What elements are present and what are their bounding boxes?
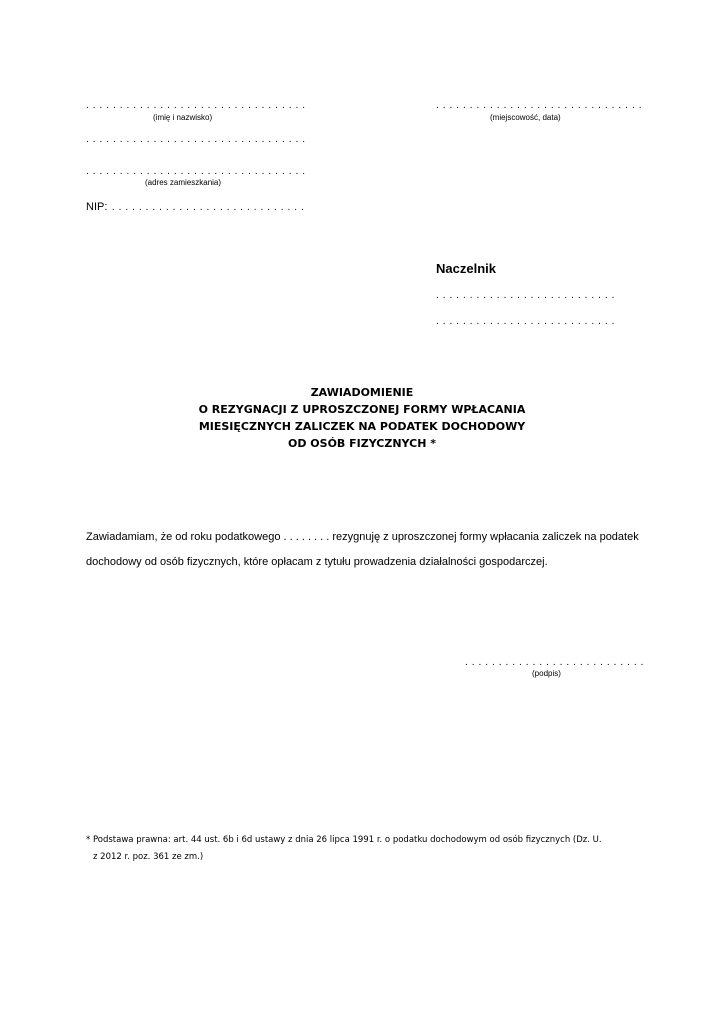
document-title [0, 384, 724, 452]
title-line-4: OD OSÓB FIZYCZNYCH * [288, 437, 436, 450]
recipient-dotted-line-1: . . . . . . . . . . . . . . . . . . . . . . . . . . . [436, 290, 616, 301]
nip-label: NIP: [86, 201, 108, 213]
nip-field [86, 197, 304, 215]
place-date-dotted-line: . . . . . . . . . . . . . . . . . . . . . . . . . . . . . . . [436, 100, 643, 111]
address-dotted-line: . . . . . . . . . . . . . . . . . . . . . . . . . . . . . . . . . [86, 166, 306, 177]
extra-dotted-line: . . . . . . . . . . . . . . . . . . . . . . . . . . . . . . . . . [86, 134, 306, 145]
footnote-line-2: z 2012 r. poz. 361 ze zm.) [93, 852, 204, 862]
name-dotted-line: . . . . . . . . . . . . . . . . . . . . . . . . . . . . . . . . . [86, 100, 306, 111]
nip-dotted-line: . . . . . . . . . . . . . . . . . . . . . . . . . . . . . [111, 202, 305, 213]
signature-dotted-line: . . . . . . . . . . . . . . . . . . . . . . . . . . . [465, 657, 645, 668]
name-caption: (imię i nazwisko) [153, 113, 213, 122]
recipient-heading: Naczelnik [436, 261, 496, 276]
body-line-1: Zawiadamiam, że od roku podatkowego . . . . . . . . rezygnuję z uproszczonej formy wpłacania zaliczek na podatek [86, 531, 639, 543]
address-caption: (adres zamieszkania) [145, 178, 222, 187]
body-line-2: dochodowy od osób fizycznych, które opłacam z tytułu prowadzenia działalności gospodarczej. [86, 556, 548, 568]
title-line-2: O REZYGNACJI Z UPROSZCZONEJ FORMY WPŁACANIA [198, 403, 526, 416]
title-line-3: MIESIĘCZNYCH ZALICZEK NA PODATEK DOCHODOWY [198, 420, 526, 433]
place-date-caption: (miejscowość, data) [490, 113, 561, 122]
footnote-line-1: * Podstawa prawna: art. 44 ust. 6b i 6d ustawy z dnia 26 lipca 1991 r. o podatku dochodowym od osób fizycznych (Dz. U. [86, 835, 602, 845]
title-line-1: ZAWIADOMIENIE [310, 386, 414, 399]
signature-caption: (podpis) [532, 669, 561, 678]
recipient-dotted-line-2: . . . . . . . . . . . . . . . . . . . . . . . . . . . [436, 316, 616, 327]
